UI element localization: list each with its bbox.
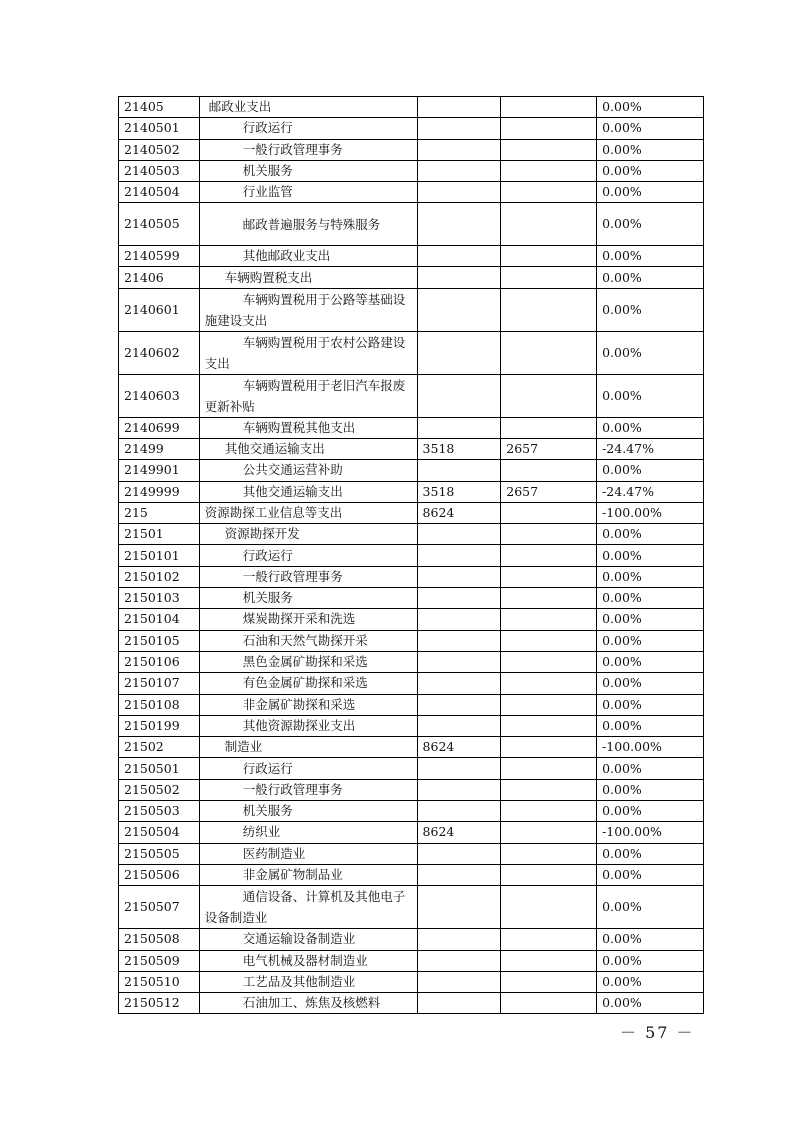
row-name: 邮政普遍服务与特殊服务 [242,216,381,232]
row-change-pct: 0.00% [597,651,704,672]
row-code: 2149901 [119,460,200,481]
row-value-prior [417,843,501,864]
table-row [119,993,704,1014]
row-value-current [501,864,597,885]
row-name: 资源勘探开发 [224,526,300,542]
row-value-prior [417,864,501,885]
row-change-pct: 0.00% [597,203,704,246]
table-row [119,779,704,800]
row-name: 非金属矿勘探和采选 [242,696,356,712]
row-change-pct: 0.00% [597,246,704,267]
row-change-pct: 0.00% [597,374,704,417]
row-name-cell [199,673,417,694]
table-row [119,374,704,417]
row-change-pct: 0.00% [597,417,704,438]
row-value-current [501,843,597,864]
row-name-cell [199,843,417,864]
row-change-pct: -100.00% [597,822,704,843]
row-change-pct: 0.00% [597,118,704,139]
row-change-pct: 0.00% [597,864,704,885]
table-row [119,331,704,374]
row-code: 21406 [119,267,200,288]
row-value-current [501,993,597,1014]
row-change-pct: 0.00% [597,331,704,374]
row-name-cell [199,694,417,715]
table-row [119,843,704,864]
row-name: 行政运行 [242,760,293,776]
row-code: 2150104 [119,609,200,630]
table-row [119,609,704,630]
row-name-cell [199,715,417,736]
row-value-current [501,288,597,331]
table-body [119,97,704,1014]
row-name-cell [199,524,417,545]
row-value-current [501,524,597,545]
table-row [119,438,704,459]
row-name-cell [199,566,417,587]
row-code: 2140602 [119,331,200,374]
row-name: 交通运输设备制造业 [242,931,356,947]
table-row [119,460,704,481]
row-name-cell [199,438,417,459]
row-name: 电气机械及器材制造业 [242,952,368,968]
row-name: 行政运行 [242,547,293,563]
row-change-pct: -100.00% [597,737,704,758]
table-row [119,139,704,160]
row-value-current [501,118,597,139]
row-name: 机关服务 [242,590,293,606]
row-value-current [501,822,597,843]
row-value-current: 2657 [501,481,597,502]
row-name: 车辆购置税用于农村公路建设支出 [204,334,406,371]
row-code: 2150508 [119,929,200,950]
row-value-prior [417,801,501,822]
row-value-current [501,950,597,971]
row-value-current [501,630,597,651]
row-name: 其他邮政业支出 [242,248,331,264]
row-name: 行业监管 [242,184,293,200]
row-change-pct: 0.00% [597,609,704,630]
table-row [119,203,704,246]
row-name-cell [199,288,417,331]
row-change-pct: 0.00% [597,779,704,800]
row-change-pct: -24.47% [597,481,704,502]
row-change-pct: 0.00% [597,97,704,118]
row-name: 一般行政管理事务 [242,568,343,584]
row-name: 石油加工、炼焦及核燃料 [242,995,381,1011]
table-row [119,673,704,694]
row-change-pct: 0.00% [597,545,704,566]
row-name: 车辆购置税用于公路等基础设施建设支出 [204,291,406,328]
row-name-cell [199,886,417,929]
row-change-pct: -100.00% [597,502,704,523]
table-row [119,822,704,843]
table-row [119,758,704,779]
row-name: 工艺品及其他制造业 [242,973,356,989]
row-code: 2150199 [119,715,200,736]
table-row [119,929,704,950]
row-change-pct: 0.00% [597,758,704,779]
row-value-current [501,886,597,929]
row-name-cell [199,460,417,481]
row-value-current [501,460,597,481]
row-change-pct: -24.47% [597,438,704,459]
row-change-pct: 0.00% [597,694,704,715]
row-name: 一般行政管理事务 [242,141,343,157]
row-value-current [501,374,597,417]
row-code: 2150504 [119,822,200,843]
row-value-current [501,267,597,288]
row-value-current [501,203,597,246]
row-code: 2150108 [119,694,200,715]
row-name-cell [199,779,417,800]
row-value-current [501,609,597,630]
row-name: 制造业 [224,739,263,755]
row-change-pct: 0.00% [597,288,704,331]
table-row [119,566,704,587]
page-number: － 57 － [620,1023,695,1042]
row-code: 21405 [119,97,200,118]
row-name-cell [199,160,417,181]
row-value-prior [417,182,501,203]
row-change-pct: 0.00% [597,950,704,971]
row-name-cell [199,630,417,651]
row-change-pct: 0.00% [597,801,704,822]
row-name: 煤炭勘探开采和洗选 [242,611,356,627]
row-value-prior: 8624 [417,822,501,843]
row-value-prior [417,97,501,118]
row-value-current [501,588,597,609]
table-row [119,864,704,885]
row-change-pct: 0.00% [597,993,704,1014]
row-name: 机关服务 [242,803,293,819]
row-name: 其他资源勘探业支出 [242,717,356,733]
row-value-current [501,331,597,374]
row-value-current [501,673,597,694]
row-value-prior [417,971,501,992]
row-name-cell [199,118,417,139]
row-name-cell [199,801,417,822]
row-value-current [501,758,597,779]
row-value-current [501,97,597,118]
row-code: 2150502 [119,779,200,800]
row-name-cell [199,864,417,885]
row-code: 2140502 [119,139,200,160]
table-row [119,651,704,672]
row-name-cell [199,929,417,950]
row-value-prior: 3518 [417,438,501,459]
row-name: 车辆购置税其他支出 [242,419,356,435]
row-code: 2150106 [119,651,200,672]
row-name-cell [199,822,417,843]
table-row [119,524,704,545]
row-name-cell [199,588,417,609]
row-name-cell [199,246,417,267]
row-code: 2150506 [119,864,200,885]
row-value-prior: 3518 [417,481,501,502]
table-row [119,288,704,331]
row-change-pct: 0.00% [597,588,704,609]
row-value-prior [417,545,501,566]
table-row [119,886,704,929]
row-value-prior [417,288,501,331]
row-code: 2150501 [119,758,200,779]
row-name: 资源勘探工业信息等支出 [204,505,343,520]
row-name: 有色金属矿勘探和采选 [242,675,368,691]
row-value-prior [417,694,501,715]
row-value-prior [417,160,501,181]
row-name-cell [199,203,417,246]
row-name-cell [199,97,417,118]
table-row [119,160,704,181]
row-value-prior [417,950,501,971]
row-value-prior [417,524,501,545]
table-row [119,971,704,992]
row-change-pct: 0.00% [597,971,704,992]
table-row [119,417,704,438]
table-row [119,588,704,609]
row-value-prior [417,588,501,609]
row-value-prior [417,886,501,929]
row-name-cell [199,545,417,566]
row-value-prior [417,417,501,438]
table-row [119,182,704,203]
row-value-current [501,929,597,950]
table-row [119,502,704,523]
row-name: 石油和天然气勘探开采 [242,632,368,648]
row-value-prior [417,758,501,779]
budget-table [118,96,704,1014]
row-name: 通信设备、计算机及其他电子设备制造业 [204,889,406,926]
row-code: 2150503 [119,801,200,822]
row-value-current [501,566,597,587]
row-value-current [501,971,597,992]
row-code: 2150507 [119,886,200,929]
row-code: 2150101 [119,545,200,566]
row-change-pct: 0.00% [597,630,704,651]
row-code: 2140503 [119,160,200,181]
row-code: 2140603 [119,374,200,417]
table-row [119,118,704,139]
row-value-current [501,417,597,438]
row-value-prior [417,609,501,630]
row-value-prior [417,460,501,481]
row-name: 车辆购置税支出 [224,269,313,285]
row-value-current [501,246,597,267]
row-value-current [501,502,597,523]
row-value-prior: 8624 [417,737,501,758]
row-change-pct: 0.00% [597,843,704,864]
row-value-prior [417,139,501,160]
table-row [119,715,704,736]
table-row [119,267,704,288]
row-name-cell [199,502,417,523]
row-code: 2140599 [119,246,200,267]
row-change-pct: 0.00% [597,160,704,181]
row-value-prior [417,374,501,417]
row-change-pct: 0.00% [597,267,704,288]
table-row [119,630,704,651]
row-name: 非金属矿物制品业 [242,867,343,883]
row-name: 邮政业支出 [208,99,272,115]
row-value-prior [417,331,501,374]
row-name: 其他交通运输支出 [242,483,343,499]
table-row [119,950,704,971]
row-change-pct: 0.00% [597,139,704,160]
row-name: 公共交通运营补助 [242,462,343,478]
row-name-cell [199,993,417,1014]
row-value-prior [417,118,501,139]
row-name: 机关服务 [242,163,293,179]
row-name-cell [199,609,417,630]
row-code: 2140601 [119,288,200,331]
row-code: 2150103 [119,588,200,609]
row-code: 21499 [119,438,200,459]
row-name: 行政运行 [242,120,293,136]
row-value-prior [417,993,501,1014]
row-value-prior [417,779,501,800]
row-value-current [501,694,597,715]
table-row [119,97,704,118]
row-name: 纺织业 [242,824,281,840]
row-change-pct: 0.00% [597,673,704,694]
row-name: 一般行政管理事务 [242,781,343,797]
row-code: 2150512 [119,993,200,1014]
row-change-pct: 0.00% [597,715,704,736]
row-code: 21502 [119,737,200,758]
row-value-current [501,545,597,566]
row-code: 2140501 [119,118,200,139]
row-value-current: 2657 [501,438,597,459]
row-code: 2149999 [119,481,200,502]
row-value-prior [417,267,501,288]
row-value-prior [417,651,501,672]
row-code: 2140504 [119,182,200,203]
row-value-current [501,737,597,758]
row-value-prior [417,929,501,950]
row-change-pct: 0.00% [597,524,704,545]
table-row [119,246,704,267]
row-value-prior [417,246,501,267]
row-name-cell [199,139,417,160]
row-value-current [501,715,597,736]
row-name-cell [199,651,417,672]
row-value-prior: 8624 [417,502,501,523]
row-value-current [501,651,597,672]
row-change-pct: 0.00% [597,460,704,481]
row-name-cell [199,971,417,992]
row-value-prior [417,203,501,246]
row-value-prior [417,715,501,736]
row-code: 215 [119,502,200,523]
table-row [119,481,704,502]
row-code: 2140699 [119,417,200,438]
row-name-cell [199,737,417,758]
row-code: 2150505 [119,843,200,864]
row-code: 2140505 [119,203,200,246]
row-name-cell [199,417,417,438]
row-value-current [501,779,597,800]
row-code: 2150107 [119,673,200,694]
row-code: 2150102 [119,566,200,587]
table-row [119,737,704,758]
row-code: 2150510 [119,971,200,992]
row-name-cell [199,331,417,374]
row-value-current [501,160,597,181]
row-value-current [501,139,597,160]
row-value-prior [417,566,501,587]
row-name: 黑色金属矿勘探和采选 [242,654,368,670]
row-name: 其他交通运输支出 [224,441,325,457]
row-name: 车辆购置税用于老旧汽车报废更新补贴 [204,377,406,414]
row-value-prior [417,630,501,651]
row-name-cell [199,374,417,417]
row-code: 2150509 [119,950,200,971]
table-row [119,545,704,566]
row-value-current [501,801,597,822]
table-row [119,694,704,715]
row-name-cell [199,267,417,288]
row-value-current [501,182,597,203]
row-name-cell [199,950,417,971]
row-name: 医药制造业 [242,845,306,861]
row-name-cell [199,481,417,502]
table-row [119,801,704,822]
row-code: 21501 [119,524,200,545]
row-change-pct: 0.00% [597,886,704,929]
row-name-cell [199,182,417,203]
row-change-pct: 0.00% [597,929,704,950]
row-name-cell [199,758,417,779]
row-value-prior [417,673,501,694]
row-code: 2150105 [119,630,200,651]
row-change-pct: 0.00% [597,182,704,203]
row-change-pct: 0.00% [597,566,704,587]
